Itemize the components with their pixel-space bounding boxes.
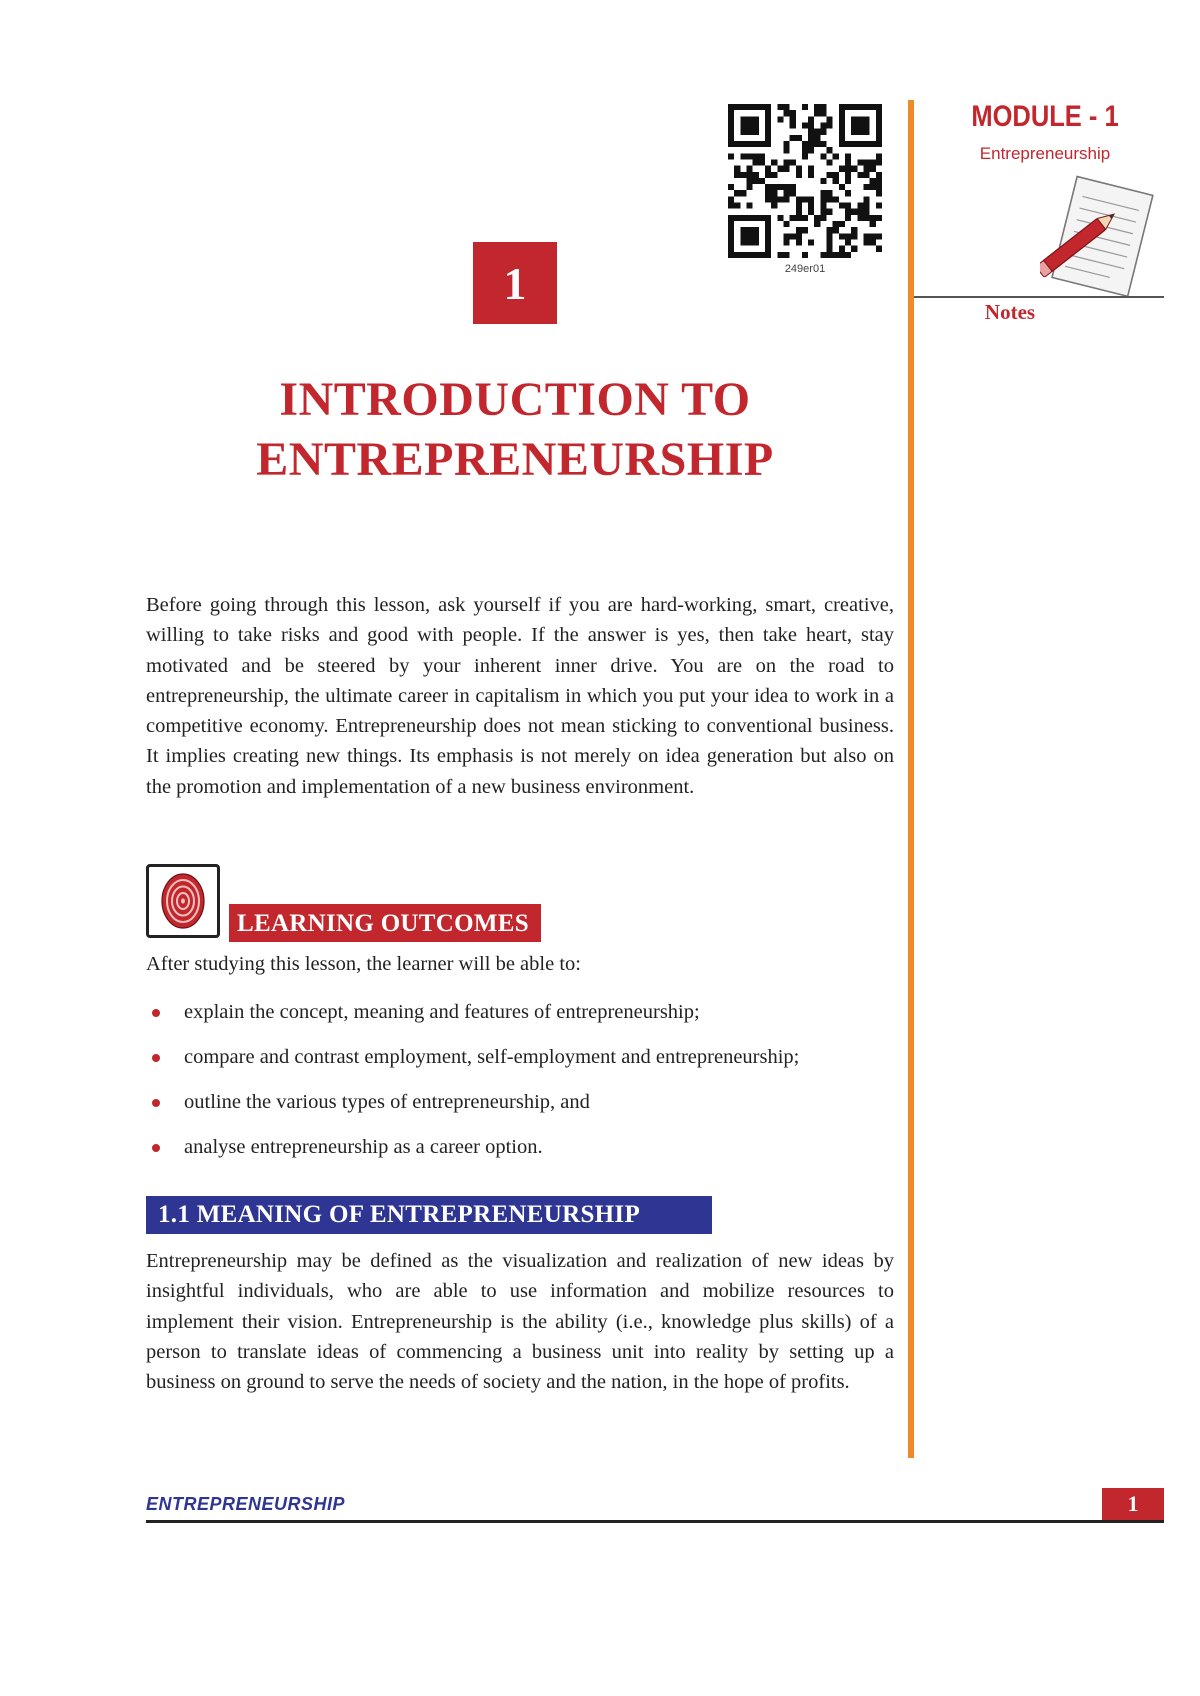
list-item [146, 1088, 906, 1133]
learning-outcomes-list [146, 998, 906, 1178]
bullet-icon [152, 1099, 160, 1107]
page-number: 1 [1102, 1488, 1164, 1520]
section-paragraph: Entrepreneurship may be defined as the visualization and realization of new ideas by insightful individuals, who are able to use information and mobilize resources to implement their vision. Entrepreneurship is the ability (i.e., knowledge plus skills) of a person to translate ideas of commencing a business unit into reality by setting up a business on ground to serve the needs of society and the nation, in the hope of profits. [146, 1250, 894, 1394]
list-item-text: analyse entrepreneurship as a career option. [184, 1136, 543, 1158]
module-title: MODULE - 1 [971, 100, 1119, 133]
module-subtitle: Entrepreneurship [979, 144, 1111, 163]
notepad-with-pencil-icon [1040, 172, 1160, 312]
list-item-text: outline the various types of entrepreneurship, and [184, 1091, 590, 1113]
list-item-text: compare and contrast employment, self-employment and entrepreneurship; [184, 1046, 800, 1068]
footer-divider [146, 1520, 1164, 1523]
bullet-icon [152, 1144, 160, 1152]
bullet-icon [152, 1054, 160, 1062]
list-item [146, 1133, 906, 1178]
learning-outcomes-intro: After studying this lesson, the learner will be able to: [146, 953, 581, 975]
chapter-title-line-1: INTRODUCTION TO [279, 373, 751, 426]
footer-label: ENTREPRENEURSHIP [146, 1494, 346, 1514]
list-item-text: explain the concept, meaning and features of entrepreneurship; [184, 1001, 700, 1023]
learning-outcomes-heading: LEARNING OUTCOMES [229, 904, 541, 942]
section-heading: 1.1 MEANING OF ENTREPRENEURSHIP [146, 1196, 712, 1234]
list-item [146, 1043, 906, 1088]
target-icon [146, 864, 220, 938]
qr-code [728, 104, 882, 258]
bullet-icon [152, 1009, 160, 1017]
chapter-title-line-2: ENTREPRENEURSHIP [256, 433, 774, 486]
list-item [146, 998, 906, 1043]
notes-label: Notes [984, 300, 1036, 324]
intro-paragraph: Before going through this lesson, ask yourself if you are hard-working, smart, creative, willing to take risks and good with people. If the answer is yes, then take heart, stay motivated and be steered by your inherent inner drive. You are on the road to entrepreneurship, the ultimate career in capitalism in which you put your idea to work in a competitive economy. Entrepreneurship does not mean sticking to conventional business. It implies creating new things. Its emphasis is not merely on idea generation but also on the promotion and implementation of a new business environment. [146, 594, 894, 798]
chapter-number: 1 [473, 242, 557, 324]
margin-divider [908, 100, 914, 1458]
notes-divider [914, 296, 1164, 298]
qr-code-label: 249er01 [784, 263, 826, 275]
